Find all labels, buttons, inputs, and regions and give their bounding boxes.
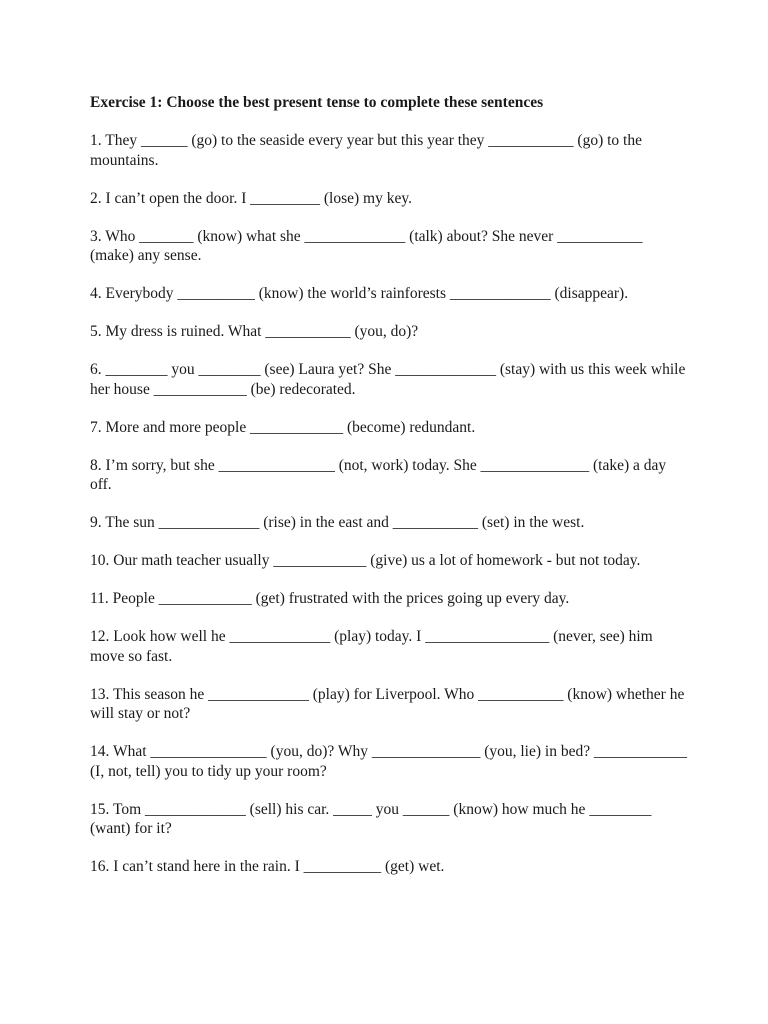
exercise-item-7: 7. More and more people ____________ (become) redundant. [90, 418, 476, 436]
worksheet [90, 93, 690, 895]
exercise-item-15: 15. Tom _____________ (sell) his car. _____ you ______ (know) how much he ________ (want) for it? [90, 800, 652, 837]
exercise-item-6: 6. ________ you ________ (see) Laura yet? She _____________ (stay) with us this week while her house ____________ (be) redecorated. [90, 361, 686, 398]
exercise-item-4: 4. Everybody __________ (know) the world’s rainforests _____________ (disappear). [90, 285, 629, 302]
exercise-item-16: 16. I can’t stand here in the rain. I __________ (get) wet. [90, 858, 445, 875]
exercise-title: Exercise 1: Choose the best present tense to complete these sentences [90, 94, 544, 111]
exercise-item-9: 9. The sun _____________ (rise) in the east and ___________ (set) in the west. [90, 514, 585, 531]
exercise-item-12: 12. Look how well he _____________ (play) today. I ________________ (never, see) him move so fast. [90, 628, 653, 665]
exercise-item-13: 13. This season he _____________ (play) for Liverpool. Who ___________ (know) whether he will stay or not? [90, 685, 685, 722]
exercise-item-1: 1. They ______ (go) to the seaside every year but this year they ___________ (go) to the mountains. [90, 132, 642, 169]
exercise-item-2: 2. I can’t open the door. I _________ (lose) my key. [90, 189, 412, 207]
exercise-item-8: 8. I’m sorry, but she _______________ (not, work) today. She ______________ (take) a day off. [90, 456, 667, 493]
exercise-item-14: 14. What _______________ (you, do)? Why ______________ (you, lie) in bed? ____________ (I, not, tell) you to tidy up your room? [90, 743, 687, 780]
exercise-item-5: 5. My dress is ruined. What ___________ (you, do)? [90, 323, 419, 340]
exercise-item-3: 3. Who _______ (know) what she _____________ (talk) about? She never ___________ (make) any sense. [90, 227, 643, 264]
exercise-item-10: 10. Our math teacher usually ____________ (give) us a lot of homework - but not today. [90, 552, 641, 569]
exercise-item-11: 11. People ____________ (get) frustrated with the prices going up every day. [90, 590, 570, 607]
